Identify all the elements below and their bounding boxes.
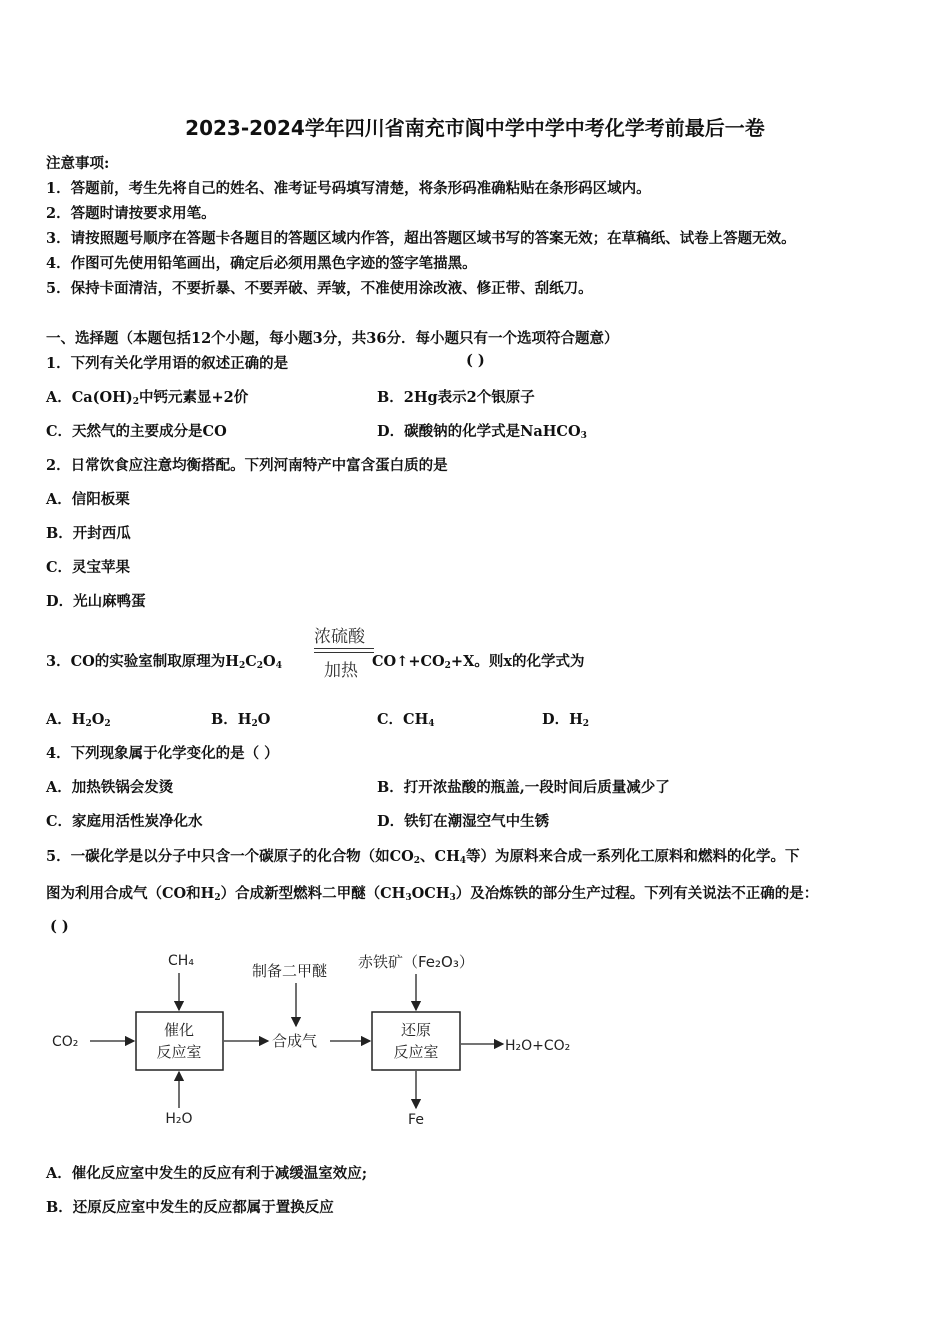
question-2-option-b: B．开封西瓜 xyxy=(46,525,131,542)
reduction-reactor-label-1: 还原 xyxy=(400,1021,432,1039)
question-3-stem-continued: $CO↑+CO_2+X$。则x的化学式为 xyxy=(372,653,585,671)
notice-item: 3．请按照题号顺序在答题卡各题目的答题区域内作答，超出答题区域书写的答案无效；在草稿纸、试卷上答题无效。 xyxy=(46,230,796,247)
question-1-stem: 1．下列有关化学用语的叙述正确的是 xyxy=(46,355,289,372)
h2o-label: H₂O xyxy=(165,1111,193,1127)
question-1-option-d: D．碳酸钠的化学式是NaHCO$_3$ xyxy=(377,423,587,441)
question-5-option-b: B．还原反应室中发生的反应都属于置换反应 xyxy=(46,1199,334,1216)
co2-label: CO₂ xyxy=(52,1034,79,1050)
notice-item: 4．作图可先使用铅笔画出，确定后必须用黑色字迹的签字笔描黑。 xyxy=(46,255,477,272)
notice-item: 5．保持卡面清洁，不要折暴、不要弄破、弄皱，不准使用涂改液、修正带、刮纸刀。 xyxy=(46,280,593,297)
prep-dme-label: 制备二甲醚 xyxy=(252,962,328,980)
fe-label: Fe xyxy=(408,1112,424,1128)
section-heading: 一、选择题（本题包括12个小题，每小题3分，共36分．每小题只有一个选项符合题意） xyxy=(46,330,619,347)
syngas-label: 合成气 xyxy=(272,1032,318,1050)
question-2-option-d: D．光山麻鸭蛋 xyxy=(46,593,146,610)
page-title: 2023-2024学年四川省南充市阆中学中学中考化学考前最后一卷 xyxy=(185,116,765,140)
reduction-reactor-label-2: 反应室 xyxy=(393,1043,439,1061)
catalytic-reactor-label-1: 催化 xyxy=(163,1021,195,1039)
question-1-option-c: C．天然气的主要成分是CO xyxy=(46,423,227,440)
question-4-option-b: B．打开浓盐酸的瓶盖,一段时间后质量减少了 xyxy=(377,779,670,796)
notice-heading: 注意事项: xyxy=(46,155,110,172)
catalytic-reactor-label-2: 反应室 xyxy=(156,1043,202,1061)
question-1-paren: ( ) xyxy=(466,352,485,369)
question-4-option-a: A．加热铁锅会发烫 xyxy=(46,779,174,796)
question-2-option-a: A．信阳板栗 xyxy=(46,491,130,508)
output-label: H₂O+CO₂ xyxy=(505,1038,571,1054)
question-1-option-a: A．$Ca(OH)_2$中钙元素显+2价 xyxy=(46,389,249,407)
process-flow-diagram xyxy=(0,940,950,1140)
notice-item: 1．答题前，考生先将自己的姓名、准考证号码填写清楚，将条形码准确粘贴在条形码区域内。 xyxy=(46,180,651,197)
question-3-option-a: A．$H_2O_2$ xyxy=(46,711,111,729)
hematite-label: 赤铁矿（Fe₂O₃） xyxy=(358,953,474,971)
ch4-label: CH₄ xyxy=(168,953,194,969)
question-4-option-d: D．铁钉在潮湿空气中生锈 xyxy=(377,813,550,830)
question-5-stem-line-1: 5．一碳化学是以分子中只含一个碳原子的化合物（如$CO_2$、$CH_4$等）为原料来合成一系列化工原料和燃料的化学。下 xyxy=(46,848,800,866)
question-3-option-b: B．$H_2O$ xyxy=(211,711,271,729)
question-4-option-c: C．家庭用活性炭净化水 xyxy=(46,813,203,830)
reaction-equal-sign xyxy=(314,648,374,653)
question-3-option-c: C．$CH_4$ xyxy=(377,711,435,729)
question-2-stem: 2．日常饮食应注意均衡搭配。下列河南特产中富含蛋白质的是 xyxy=(46,457,448,474)
notice-item: 2．答题时请按要求用笔。 xyxy=(46,205,216,222)
question-5-option-a: A．催化反应室中发生的反应有利于减缓温室效应; xyxy=(46,1165,368,1182)
question-2-option-c: C．灵宝苹果 xyxy=(46,559,131,576)
reaction-condition-top: 浓硫酸 xyxy=(314,627,365,647)
reaction-condition-bottom: 加热 xyxy=(324,661,358,681)
question-3-stem: 3．CO的实验室制取原理为$H_2C_2O_4$ xyxy=(46,653,282,671)
question-4-stem: 4．下列现象属于化学变化的是（ ） xyxy=(46,745,279,762)
question-1-option-b: B．2Hg表示2个银原子 xyxy=(377,389,535,406)
question-5-stem-line-2: 图为利用合成气（CO和$H_2$）合成新型燃料二甲醚$(CH_3OCH_3)$及冶炼铁的部分生产过程。下列有关说法不正确的是： xyxy=(46,885,819,903)
question-5-paren: ( ) xyxy=(50,918,69,935)
question-3-option-d: D．$H_2$ xyxy=(542,711,590,729)
